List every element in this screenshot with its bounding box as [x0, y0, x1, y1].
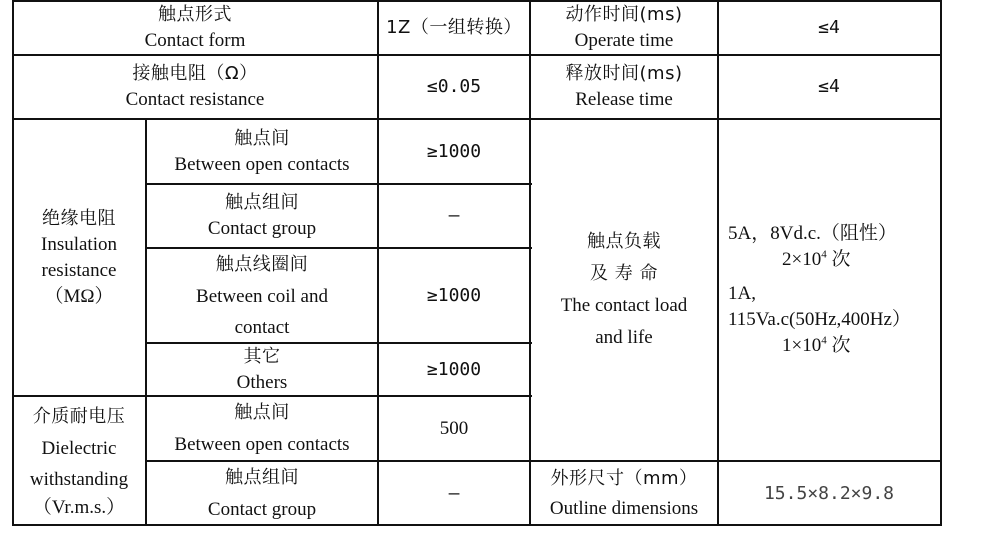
release-time-label	[530, 55, 718, 119]
load-life-zh1: 触点负载	[587, 231, 661, 252]
insulation-zh: 绝缘电阻	[42, 207, 116, 229]
rule-col-label2	[529, 0, 531, 526]
operate-time-value-cell	[718, 0, 940, 55]
diel-group-zh: 触点组间	[225, 466, 299, 488]
release-time-value: ≤4	[818, 76, 840, 97]
ins-open-zh: 触点间	[234, 127, 290, 149]
contact-resistance-label	[12, 55, 378, 119]
dielectric-zh: 介质耐电压	[32, 406, 126, 427]
load-life-line4: 115Va.c(50Hz,400Hz）	[728, 309, 911, 330]
ins-group-zh: 触点组间	[225, 192, 299, 213]
insulation-en2: resistance	[41, 259, 117, 281]
rule-ins-2	[146, 247, 532, 249]
outline-label	[530, 461, 718, 526]
contact-resistance-value: ≤0.05	[426, 76, 482, 97]
rule-diel-mid	[146, 460, 942, 462]
rule-ins-3	[146, 342, 532, 344]
ins-coil-zh: 触点线圈间	[215, 253, 309, 275]
ins-coil-en2: contact	[234, 316, 290, 338]
rule-top	[12, 0, 942, 2]
contact-resistance-en: Contact resistance	[125, 89, 265, 110]
contact-form-value-cell	[378, 0, 530, 55]
load-life-en2: and life	[595, 327, 653, 348]
insulation-unit: （MΩ）	[44, 285, 114, 307]
ins-coil-label	[146, 248, 378, 343]
rule-col-value	[377, 0, 379, 526]
load-life-label	[530, 119, 718, 461]
contact-resistance-value-cell	[378, 55, 530, 119]
rule-bottom	[12, 524, 942, 526]
contact-resistance-zh: 接触电阻（Ω）	[132, 63, 258, 84]
rule-col-group	[145, 118, 147, 526]
ins-open-value: ≥1000	[426, 140, 482, 162]
load-life-line2-base: 2×10	[782, 249, 822, 270]
load-life-line2-tail: 次	[826, 249, 851, 270]
contact-form-en: Contact form	[144, 29, 246, 51]
diel-open-en: Between open contacts	[174, 433, 350, 455]
load-life-line5-base: 1×10	[782, 335, 822, 356]
ins-coil-value: ≥1000	[426, 284, 482, 306]
rule-row1	[12, 54, 942, 56]
release-time-en: Release time	[575, 89, 673, 110]
insulation-en1: Insulation	[41, 233, 117, 255]
diel-group-value-cell	[378, 461, 530, 526]
outline-zh: 外形尺寸（mm）	[550, 467, 698, 489]
insulation-label	[12, 119, 146, 396]
diel-open-label	[146, 396, 378, 461]
diel-open-value-cell	[378, 396, 530, 461]
ins-open-value-cell	[378, 119, 530, 184]
load-life-line2	[728, 247, 850, 273]
ins-others-label	[146, 343, 378, 396]
operate-time-value: ≤4	[818, 16, 840, 38]
ins-open-label	[146, 119, 378, 184]
diel-open-value: 500	[439, 417, 469, 439]
release-time-zh: 释放时间(ms)	[565, 63, 683, 84]
load-life-line1: 5A，8Vd.c.（阻性）	[728, 223, 897, 244]
load-life-line5-exp: 4	[821, 334, 827, 347]
diel-open-zh: 触点间	[234, 401, 290, 423]
outline-value-cell	[718, 461, 940, 526]
contact-form-zh: 触点形式	[158, 3, 232, 25]
rule-ins-1	[146, 183, 532, 185]
load-life-en1: The contact load	[560, 295, 688, 316]
operate-time-zh: 动作时间(ms)	[565, 3, 683, 25]
ins-coil-value-cell	[378, 248, 530, 343]
ins-others-zh: 其它	[243, 345, 281, 367]
rule-left	[12, 0, 14, 526]
load-life-zh2: 及 寿 命	[590, 263, 658, 284]
outline-value: 15.5×8.2×9.8	[763, 482, 895, 504]
diel-group-en: Contact group	[207, 498, 317, 520]
ins-others-en: Others	[236, 371, 288, 393]
ins-others-value-cell	[378, 343, 530, 396]
load-life-line5	[728, 333, 850, 359]
load-life-line5-tail: 次	[826, 335, 851, 356]
dielectric-en2: withstanding	[29, 469, 129, 490]
ins-group-en: Contact group	[207, 218, 317, 239]
ins-group-label	[146, 184, 378, 248]
ins-open-en: Between open contacts	[174, 153, 350, 175]
dielectric-unit: （Vr.m.s.）	[32, 497, 126, 518]
ins-others-value: ≥1000	[426, 358, 482, 380]
contact-form-value: 1Z（一组转换）	[386, 16, 522, 38]
ins-group-value-cell	[378, 184, 530, 248]
spec-table	[12, 0, 940, 526]
dielectric-en1: Dielectric	[41, 438, 117, 459]
rule-col-value2	[717, 0, 719, 526]
outline-en: Outline dimensions	[549, 497, 699, 519]
dielectric-label	[12, 396, 146, 526]
operate-time-en: Operate time	[574, 29, 674, 51]
operate-time-label	[530, 0, 718, 55]
release-time-value-cell	[718, 55, 940, 119]
load-life-line3: 1A,	[728, 283, 756, 304]
rule-row2	[12, 118, 942, 120]
rule-right	[940, 0, 942, 526]
load-life-line2-exp: 4	[821, 248, 827, 261]
ins-group-value: —	[448, 205, 460, 226]
diel-group-value: —	[448, 482, 460, 504]
contact-form-label	[12, 0, 378, 55]
rule-ins-bottom	[12, 395, 532, 397]
diel-group-label	[146, 461, 378, 526]
ins-coil-en1: Between coil and	[196, 285, 328, 307]
load-life-value-cell	[718, 119, 940, 461]
